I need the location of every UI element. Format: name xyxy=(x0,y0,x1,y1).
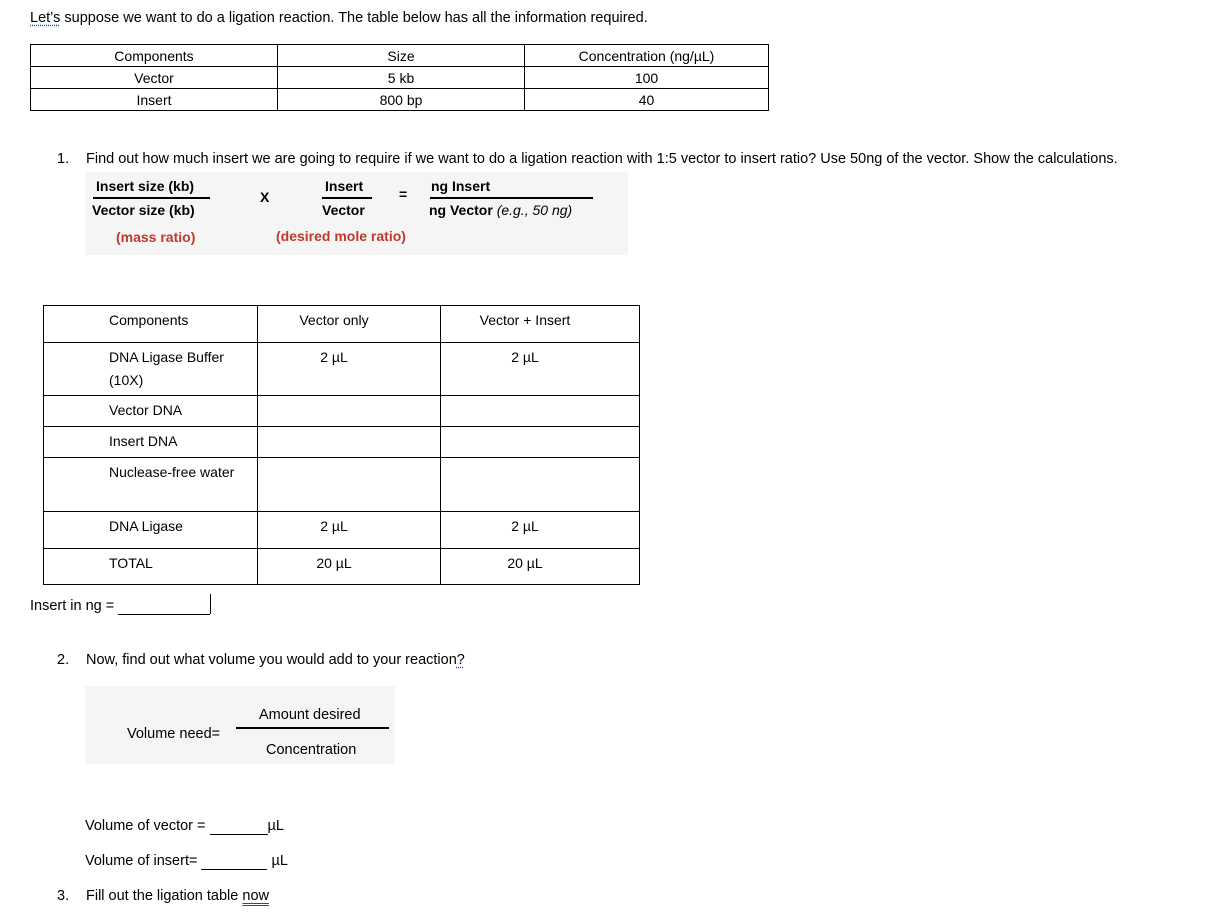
mass-ratio-formula xyxy=(85,172,628,255)
intro-text xyxy=(30,10,648,26)
question-3-text: Fill out the ligation table xyxy=(86,888,243,904)
question-3-text-end: now xyxy=(242,888,269,904)
lig-component: TOTAL xyxy=(44,549,258,585)
times-sign: X xyxy=(260,189,270,205)
insert-in-ng xyxy=(30,594,211,615)
volume-insert-blank[interactable] xyxy=(201,853,267,870)
lig-vector-only-value[interactable] xyxy=(258,396,441,427)
lig-header-vector-insert: Vector + Insert xyxy=(441,306,640,343)
table-row xyxy=(44,549,640,585)
lig-vector-insert-value: 2 µL xyxy=(441,512,640,549)
lig-vector-insert-value[interactable] xyxy=(441,427,640,458)
ligation-table xyxy=(43,305,640,585)
info-header-components: Components xyxy=(31,45,278,67)
lig-vector-insert-value[interactable] xyxy=(441,396,640,427)
lig-component: DNA Ligase Buffer (10X) xyxy=(44,343,258,396)
question-1-number: 1. xyxy=(57,151,70,167)
lig-vector-insert-value[interactable] xyxy=(441,458,640,512)
intro-rest: suppose we want to do a ligation reaction. The table below has all the information required. xyxy=(60,10,648,26)
info-table-header xyxy=(31,45,769,67)
info-cell: Insert xyxy=(31,89,278,111)
fraction-line xyxy=(322,197,372,199)
formula-num-ng-insert: ng Insert xyxy=(431,178,491,194)
lig-vector-insert-value: 20 µL xyxy=(441,549,640,585)
table-row xyxy=(44,427,640,458)
table-row xyxy=(31,89,769,111)
volume-vector-label: Volume of vector = xyxy=(85,818,206,834)
lig-vector-insert-value: 2 µL xyxy=(441,343,640,396)
info-cell: Vector xyxy=(31,67,278,89)
formula-den-vector-size: Vector size (kb) xyxy=(92,202,195,218)
question-2 xyxy=(57,652,465,668)
table-row xyxy=(44,512,640,549)
question-1 xyxy=(57,151,1118,167)
table-row xyxy=(44,343,640,396)
lig-component: Nuclease-free water xyxy=(44,458,258,512)
formula-den-vector: Vector xyxy=(322,202,365,218)
lig-component: DNA Ligase xyxy=(44,512,258,549)
table-row xyxy=(44,458,640,512)
lig-vector-only-value: 20 µL xyxy=(258,549,441,585)
info-table xyxy=(30,44,769,111)
fraction-line xyxy=(236,727,389,729)
mass-ratio-label: (mass ratio) xyxy=(116,229,196,245)
table-row xyxy=(31,67,769,89)
lig-vector-only-value: 2 µL xyxy=(258,512,441,549)
info-cell: 5 kb xyxy=(278,67,525,89)
formula-den-example: (e.g., 50 ng) xyxy=(496,202,573,218)
info-cell: 800 bp xyxy=(278,89,525,111)
intro-first-word: Let’s xyxy=(30,10,61,26)
volume-vector-blank[interactable] xyxy=(210,818,268,835)
desired-mole-ratio-label: (desired mole ratio) xyxy=(276,228,406,244)
lig-header-components: Components xyxy=(44,306,258,343)
lig-vector-only-value[interactable] xyxy=(258,458,441,512)
volume-insert-label: Volume of insert= xyxy=(85,853,198,869)
info-cell: 100 xyxy=(525,67,769,89)
volume-vector-unit: µL xyxy=(267,818,284,834)
volume-of-vector xyxy=(85,818,284,835)
info-header-size: Size xyxy=(278,45,525,67)
fraction-line xyxy=(93,197,210,199)
text-cursor xyxy=(210,594,211,614)
question-1-text: Find out how much insert we are going to require if we want to do a ligation reaction with 1:5 vector to insert ratio? Use 50ng of the vector. Show the calculations. xyxy=(86,151,1118,167)
volume-insert-unit: µL xyxy=(271,853,288,869)
lig-vector-only-value[interactable] xyxy=(258,427,441,458)
formula-num-insert-size: Insert size (kb) xyxy=(96,178,195,194)
lig-header-vector-only: Vector only xyxy=(258,306,441,343)
volume-need-label: Volume need= xyxy=(127,726,221,742)
equals-sign: = xyxy=(399,186,408,202)
question-3-number: 3. xyxy=(57,888,70,904)
info-cell: 40 xyxy=(525,89,769,111)
fraction-line xyxy=(430,197,593,199)
formula-den-ng-vector-main: ng Vector xyxy=(429,202,493,218)
volume-of-insert xyxy=(85,853,288,870)
volume-numerator: Amount desired xyxy=(259,707,361,723)
lig-vector-only-value: 2 µL xyxy=(258,343,441,396)
lig-component: Insert DNA xyxy=(44,427,258,458)
ligation-table-header xyxy=(44,306,640,343)
volume-denominator: Concentration xyxy=(266,742,357,758)
insert-in-ng-blank[interactable] xyxy=(118,598,210,615)
formula-num-insert: Insert xyxy=(325,178,364,194)
lig-component: Vector DNA xyxy=(44,396,258,427)
question-2-text-end: ? xyxy=(456,652,465,668)
question-2-number: 2. xyxy=(57,652,70,668)
info-header-concentration: Concentration (ng/µL) xyxy=(525,45,769,67)
insert-in-ng-label: Insert in ng = xyxy=(30,598,115,614)
formula-den-ng-vector xyxy=(429,202,572,218)
question-2-text: Now, find out what volume you would add to your reaction xyxy=(86,652,457,668)
volume-formula xyxy=(85,686,395,764)
question-3 xyxy=(57,888,269,904)
table-row xyxy=(44,396,640,427)
